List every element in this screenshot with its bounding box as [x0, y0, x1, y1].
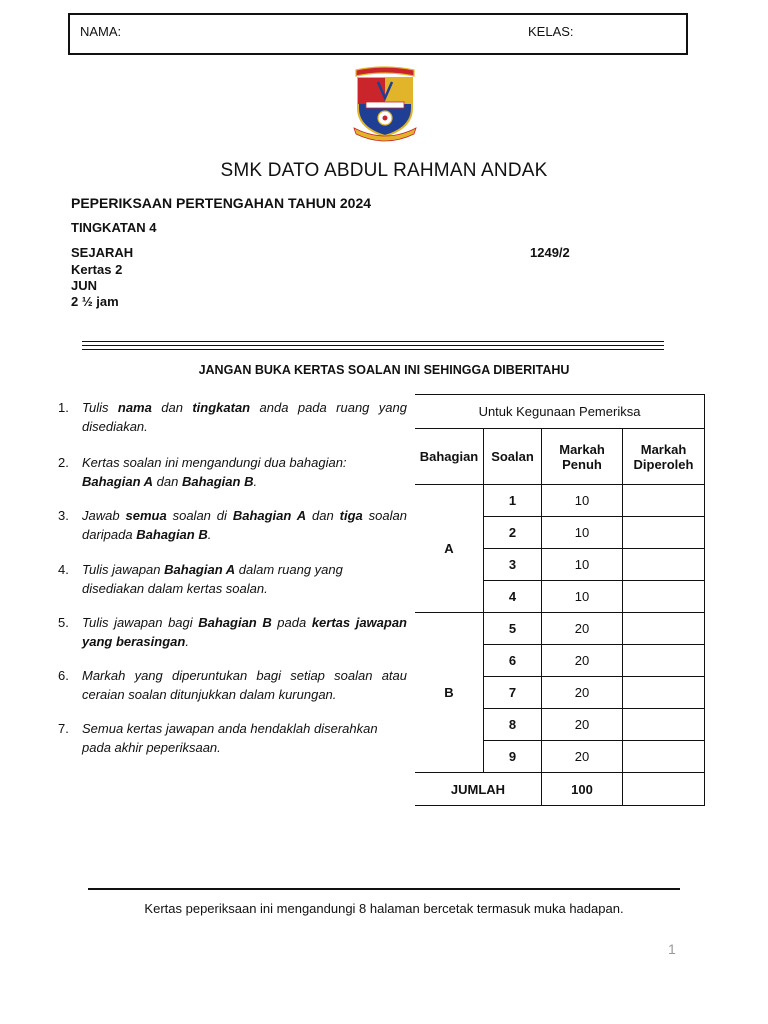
markah-diperoleh-cell — [623, 517, 705, 549]
markah-penuh-cell: 10 — [542, 581, 623, 613]
kelas-label: KELAS: — [528, 24, 574, 39]
markah-penuh-cell: 20 — [542, 645, 623, 677]
col-soalan: Soalan — [484, 429, 542, 485]
markah-penuh-cell: 10 — [542, 549, 623, 581]
soalan-cell: 2 — [484, 517, 542, 549]
markah-penuh-cell: 20 — [542, 741, 623, 773]
markah-diperoleh-cell — [623, 485, 705, 517]
markah-diperoleh-cell — [623, 581, 705, 613]
instruction-item: 6. Markah yang diperuntukan bagi setiap soalan atau ceraian soalan ditunjukkan dalam kurungan. — [58, 668, 407, 702]
divider-line — [82, 349, 664, 350]
soalan-cell: 6 — [484, 645, 542, 677]
school-crest-logo — [350, 64, 420, 144]
form-level: TINGKATAN 4 — [71, 220, 157, 235]
markah-diperoleh-cell — [623, 709, 705, 741]
markah-penuh-cell: 20 — [542, 613, 623, 645]
markah-diperoleh-cell — [623, 549, 705, 581]
col-markah-penuh: Markah Penuh — [542, 429, 623, 485]
markah-penuh-cell: 10 — [542, 485, 623, 517]
instruction-item: 4. Tulis jawapan Bahagian A dalam ruang yang disediakan dalam kertas soalan. — [58, 562, 343, 596]
soalan-cell: 5 — [484, 613, 542, 645]
markah-penuh-cell: 20 — [542, 677, 623, 709]
jumlah-diperoleh-cell — [623, 773, 705, 806]
section-a-label: A — [415, 485, 484, 613]
examiner-marks-table — [415, 394, 705, 806]
soalan-cell: 1 — [484, 485, 542, 517]
markah-diperoleh-cell — [623, 645, 705, 677]
paper-number: Kertas 2 — [71, 262, 123, 277]
jumlah-value: 100 — [542, 773, 623, 806]
soalan-cell: 3 — [484, 549, 542, 581]
soalan-cell: 8 — [484, 709, 542, 741]
markah-diperoleh-cell — [623, 741, 705, 773]
subject: SEJARAH — [71, 245, 134, 260]
paper-code: 1249/2 — [530, 245, 570, 260]
total-row — [415, 773, 705, 806]
soalan-cell: 7 — [484, 677, 542, 709]
footer-note: Kertas peperiksaan ini mengandungi 8 halaman bercetak termasuk muka hadapan. — [144, 901, 624, 916]
jumlah-label: JUMLAH — [415, 773, 542, 806]
exam-month: JUN — [71, 278, 98, 293]
soalan-cell: 4 — [484, 581, 542, 613]
markah-penuh-cell: 10 — [542, 517, 623, 549]
divider-line — [82, 341, 664, 342]
table-row — [415, 613, 705, 645]
table-title: Untuk Kegunaan Pemeriksa — [415, 395, 705, 429]
name-class-box — [68, 13, 688, 55]
footer-divider — [88, 888, 680, 890]
exam-title: PEPERIKSAAN PERTENGAHAN TAHUN 2024 — [71, 195, 372, 211]
instruction-item: 1. Tulis nama dan tingkatan anda pada ruang yang disediakan. — [58, 400, 407, 434]
nama-label: NAMA: — [80, 24, 122, 39]
divider-line — [82, 345, 664, 346]
warning-notice: JANGAN BUKA KERTAS SOALAN INI SEHINGGA DIBERITAHU — [198, 363, 570, 377]
soalan-cell: 9 — [484, 741, 542, 773]
duration: 2 ½ jam — [71, 294, 119, 309]
col-bahagian: Bahagian — [415, 429, 484, 485]
table-row — [415, 485, 705, 517]
page-number: 1 — [668, 941, 676, 957]
instruction-item: 7. Semua kertas jawapan anda hendaklah diserahkan pada akhir peperiksaan. — [58, 721, 378, 755]
instruction-item: 2. Kertas soalan ini mengandungi dua bahagian: Bahagian A dan Bahagian B. — [58, 455, 347, 489]
markah-diperoleh-cell — [623, 677, 705, 709]
section-b-label: B — [415, 613, 484, 773]
instruction-item: 3. Jawab semua soalan di Bahagian A dan tiga soalan daripada Bahagian B. — [58, 508, 407, 542]
school-name: SMK DATO ABDUL RAHMAN ANDAK — [220, 160, 548, 181]
markah-diperoleh-cell — [623, 613, 705, 645]
instruction-item: 5. Tulis jawapan bagi Bahagian B pada kertas jawapan yang berasingan. — [58, 615, 407, 649]
markah-penuh-cell: 20 — [542, 709, 623, 741]
col-markah-diperoleh: Markah Diperoleh — [623, 429, 705, 485]
